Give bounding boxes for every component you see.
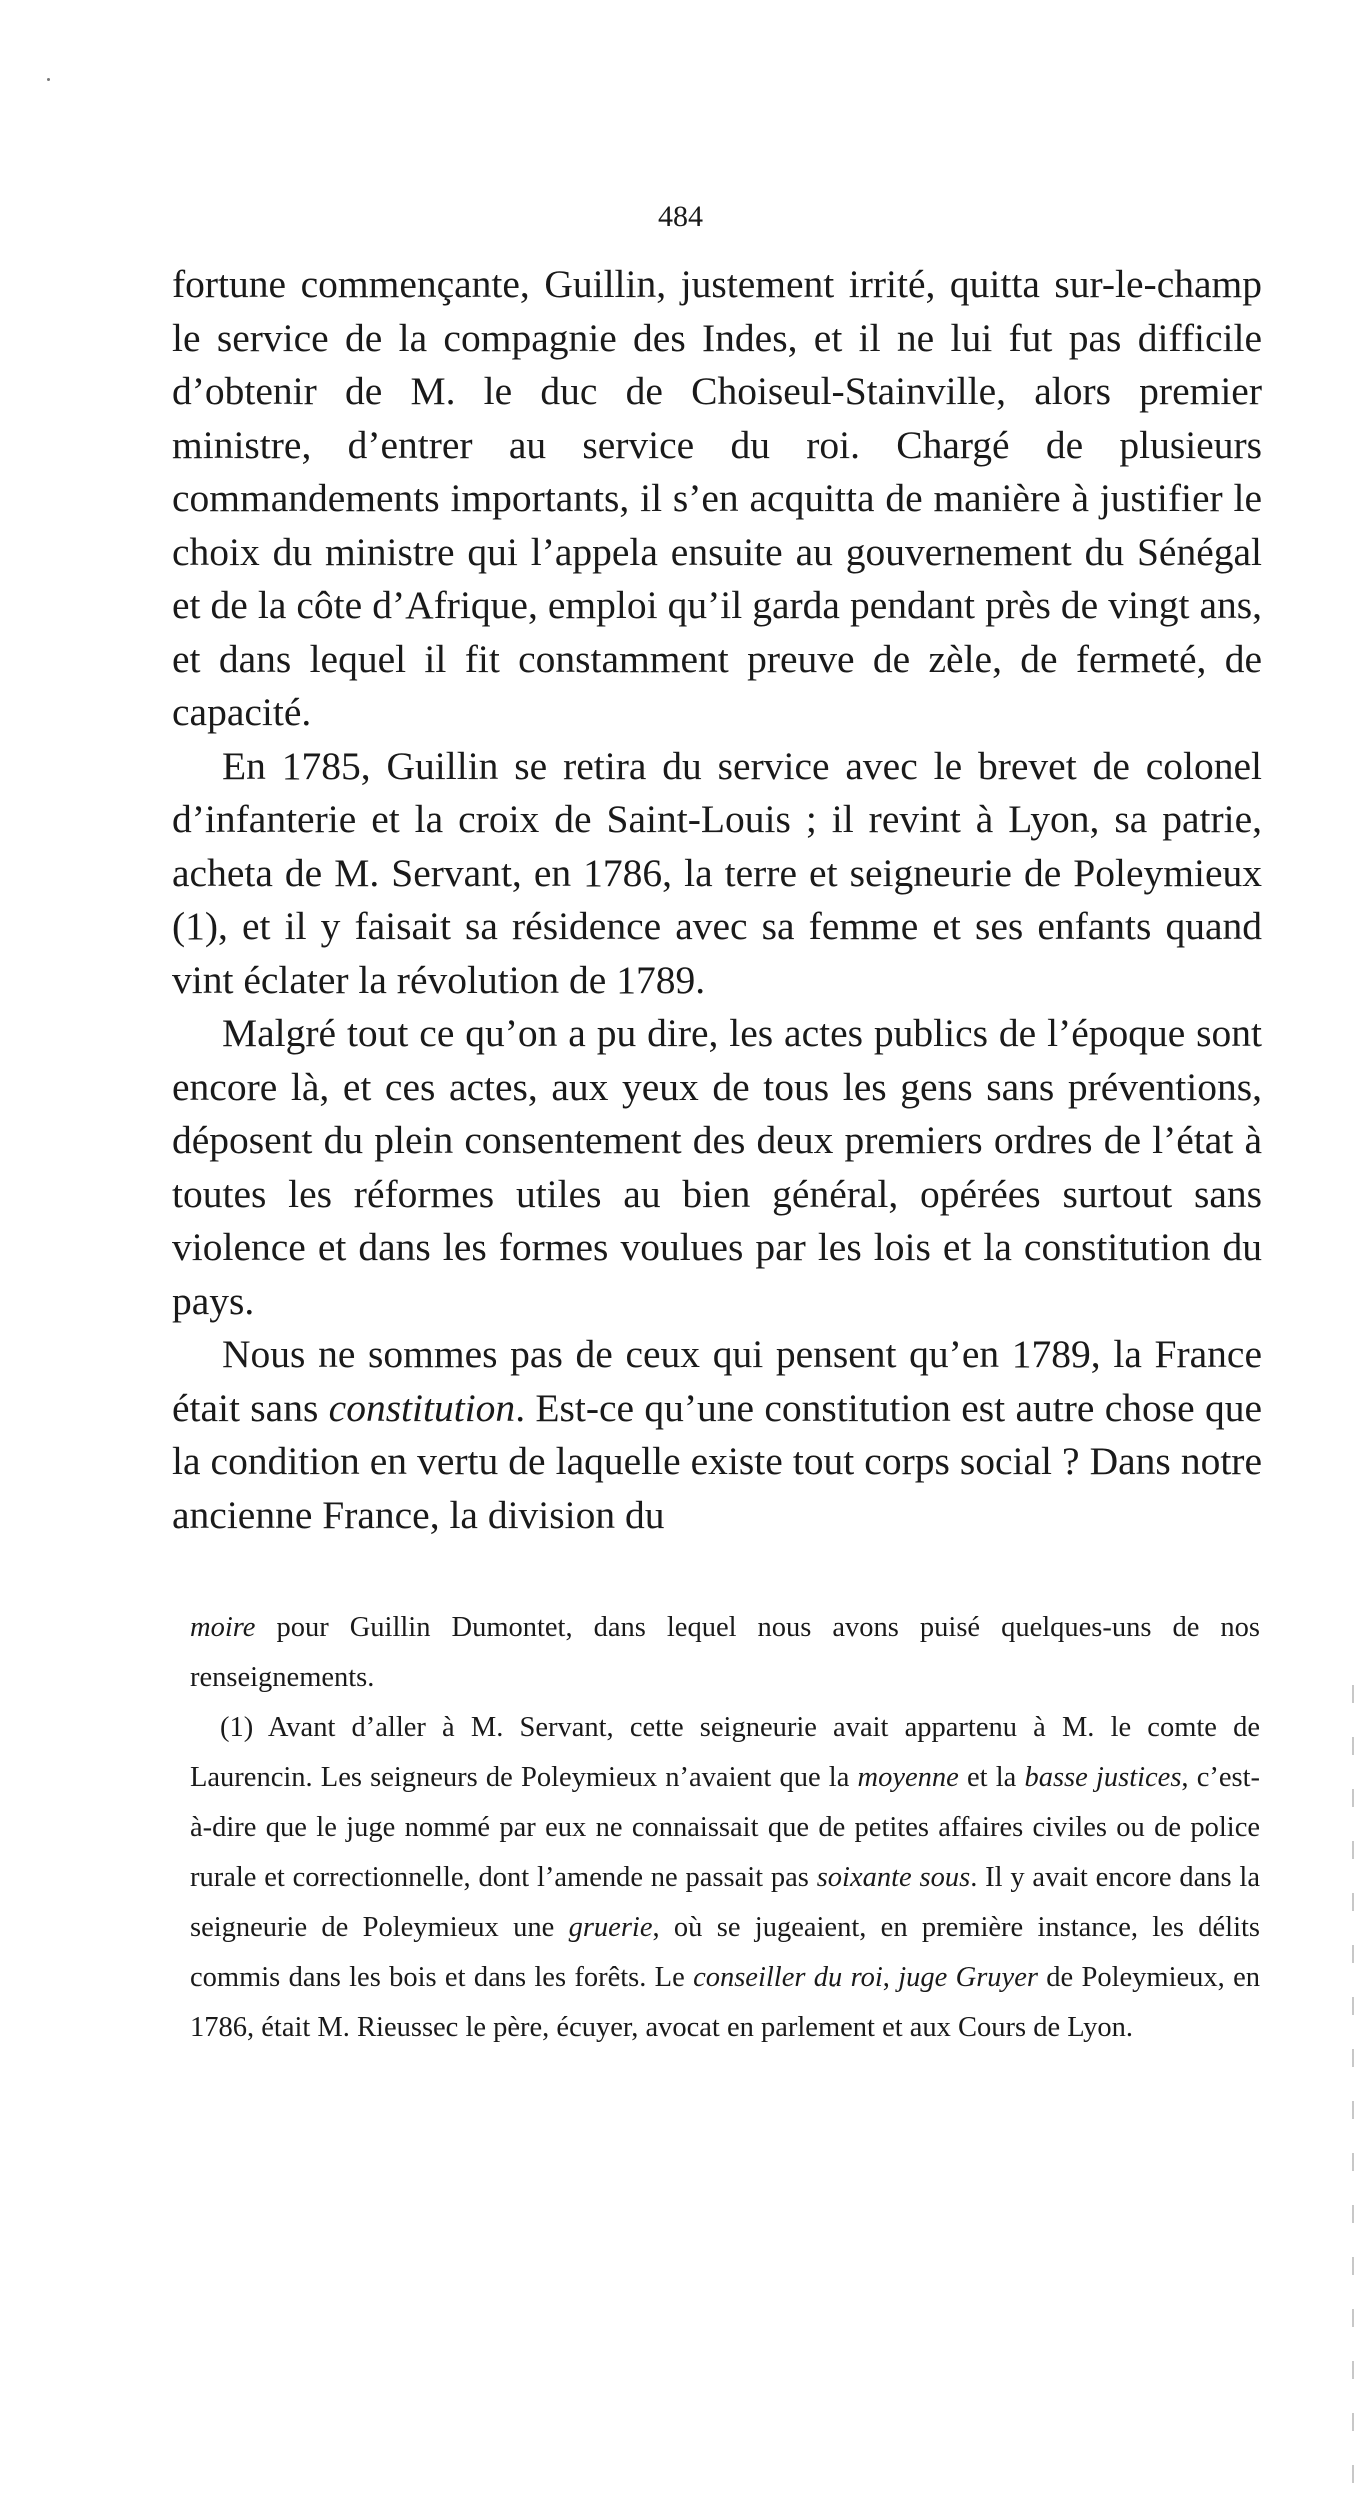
scan-edge-mark [1352,1685,1354,2485]
paragraph [172,1328,1262,1542]
paragraph: Malgré tout ce qu’on a pu dire, les actes publics de l’époque sont encore là, et ces actes, aux yeux de tous les gens sans préventions, déposent du plein consentement des deux premiers ordres de l’état à toutes les réformes utiles au bien général, opérées surtout sans violence et dans les formes voulues par les lois et la constitution du pays. [172,1011,1262,1323]
italic-text: moire [190,1612,256,1643]
text-run: Avant d’aller à M. Servant, cette seigneurie avait appartenu à M. le comte de Laurencin. Les seigneurs de Poleymieux n’avaient que la [190,1712,1260,1793]
text-run: et la [958,1762,1025,1793]
paper-speck [47,78,50,81]
italic-text: constitution [328,1385,516,1430]
footnotes [190,1603,1260,2053]
text-run: . Est-ce qu’une constitution est autre chose que la condition en vertu de laquelle existe tout corps social ? Dans notre ancienne France, la division du [172,1385,1262,1537]
text-run: , c’est-à-dire que le juge nommé par eux ne connaissait que de petites affaires civiles ou de police rurale et correctionnelle, dont l’amende ne passait pas [190,1762,1260,1893]
footnote-continuation [190,1603,1260,1703]
body-text [172,258,1262,1542]
text-run: , [882,1962,899,1993]
italic-text: juge Gruyer [898,1962,1038,1993]
page-number: 484 [658,200,703,233]
paragraph: En 1785, Guillin se retira du service avec le brevet de colonel d’infanterie et la croix de Saint-Louis ; il revint à Lyon, sa patrie, acheta de M. Servant, en 1786, la terre et seigneurie de Poleymieux (1), et il y faisait sa résidence avec sa femme et ses enfants quand vint éclater la révolution de 1789. [172,743,1262,1002]
italic-text: conseiller du roi [693,1962,883,1993]
footnote-marker: (1) [220,1712,254,1743]
footnote-1 [190,1703,1260,2053]
italic-text: soixante sous [816,1862,971,1893]
text-run: , où se jugeaient, en première instance, les délits commis dans les bois et dans les forêts. Le [190,1912,1260,1993]
text-run: pour Guillin Dumontet, dans lequel nous avons puisé quelques-uns de nos renseignements. [190,1612,1260,1693]
text-run: Nous ne sommes pas de ceux qui pensent qu’en 1789, la France était sans [172,1332,1262,1430]
text-run: de Poleymieux, en 1786, était M. Rieussec le père, écuyer, avocat en parlement et aux Cours de Lyon. [190,1962,1260,2043]
paragraph: fortune commençante, Guillin, justement irrité, quitta sur-le-champ le service de la compagnie des Indes, et il ne lui fut pas difficile d’obtenir de M. le duc de Choiseul-Stainville, alors premier ministre, d’entrer au service du roi. Chargé de plusieurs commandements importants, il s’en acquitta de manière à justifier le choix du ministre qui l’appela ensuite au gouvernement du Sénégal et de la côte d’Afrique, emploi qu’il garda pendant près de vingt ans, et dans lequel il fit constamment preuve de zèle, de fermeté, de capacité. [172,262,1262,734]
text-run: . Il y avait encore dans la seigneurie de Poleymieux une [190,1862,1261,1943]
italic-text: basse justices [1024,1762,1182,1793]
italic-text: gruerie [568,1912,653,1943]
italic-text: moyenne [857,1762,959,1793]
